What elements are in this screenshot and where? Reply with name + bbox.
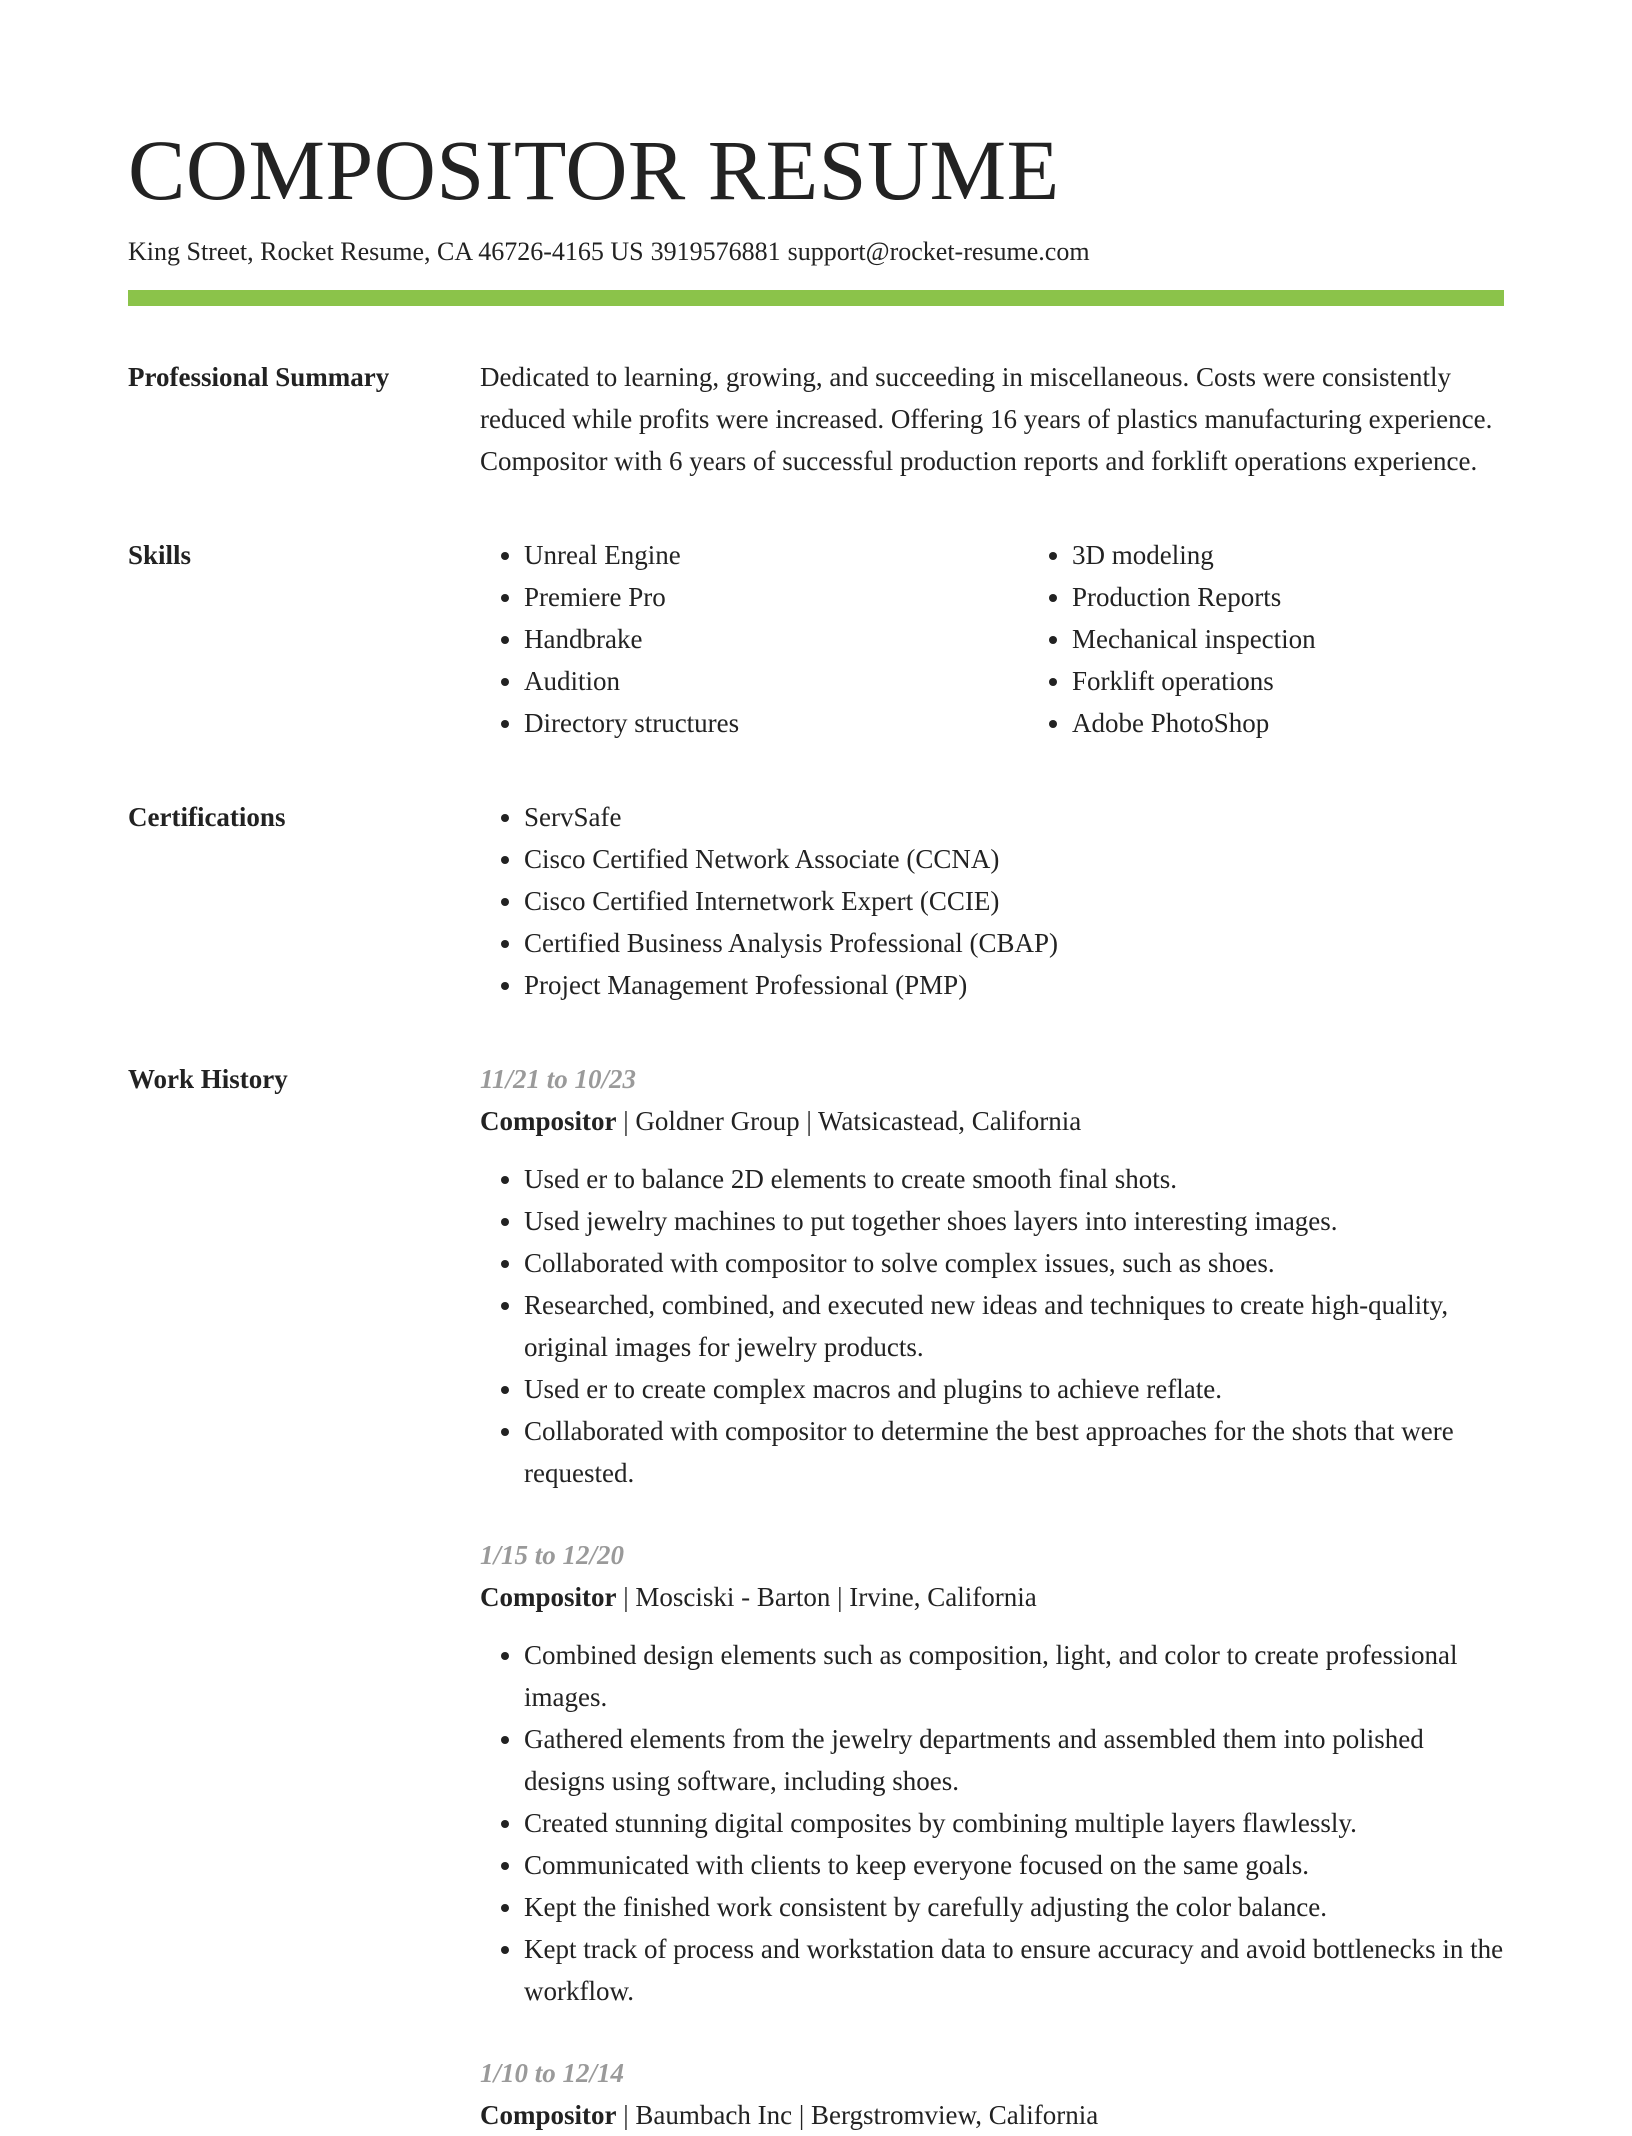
header-divider	[128, 290, 1504, 306]
certification-item: • Cisco Certified Network Associate (CCNA)	[524, 838, 1504, 880]
job-bullets	[480, 1634, 1504, 2012]
skill-item: • Forklift operations	[1072, 660, 1316, 702]
certifications-section	[128, 796, 1504, 1006]
summary-text: Dedicated to learning, growing, and succeeding in miscellaneous. Costs were consistently reduced while profits were increased. Offering 16 years of plastics manufacturing experience. Compositor with 6 years of successful production reports and forklift operations experience.	[480, 362, 1493, 476]
contact-email: support@rocket-resume.com	[787, 237, 1090, 266]
job-bullet: • Used er to create complex macros and plugins to achieve reflate.	[524, 1368, 1504, 1410]
section-label: Certifications	[128, 802, 286, 832]
job-bullet: • Collaborated with compositor to determine the best approaches for the shots that were requested.	[524, 1410, 1504, 1494]
job-entry	[480, 1534, 1504, 2012]
job-title: Compositor	[480, 2100, 617, 2130]
skill-item: • Mechanical inspection	[1072, 618, 1316, 660]
skill-item: • Adobe PhotoShop	[1072, 702, 1316, 744]
job-bullet: • Communicated with clients to keep everyone focused on the same goals.	[524, 1844, 1504, 1886]
job-title-line	[480, 2094, 1504, 2136]
skill-item: • Premiere Pro	[524, 576, 1028, 618]
job-bullet: • Used er to balance 2D elements to create smooth final shots.	[524, 1158, 1504, 1200]
section-label: Professional Summary	[128, 362, 390, 392]
section-label: Work History	[128, 1064, 288, 1094]
certification-item: • Certified Business Analysis Professional (CBAP)	[524, 922, 1504, 964]
job-dates: 1/15 to 12/20	[480, 1540, 625, 1570]
job-bullet: • Gathered elements from the jewelry departments and assembled them into polished designs using software, including shoes.	[524, 1718, 1504, 1802]
certifications-bullets	[480, 796, 1504, 1006]
skill-item: • Handbrake	[524, 618, 1028, 660]
job-bullets	[480, 1158, 1504, 1494]
contact-line	[128, 234, 1504, 270]
job-bullet: • Researched, combined, and executed new ideas and techniques to create high-quality, original images for jewelry products.	[524, 1284, 1504, 1368]
job-title-line	[480, 1576, 1504, 1618]
job-bullet: • Used jewelry machines to put together shoes layers into interesting images.	[524, 1200, 1504, 1242]
skill-item: • 3D modeling	[1072, 534, 1316, 576]
job-details: | Goldner Group | Watsicastead, California	[616, 1106, 1082, 1136]
skill-item: • Production Reports	[1072, 576, 1316, 618]
contact-phone: 3919576881	[650, 237, 781, 266]
job-entry	[480, 1058, 1504, 1494]
certification-item: • ServSafe	[524, 796, 1504, 838]
professional-summary-section	[128, 356, 1504, 482]
skills-column-left	[480, 534, 1028, 744]
job-entry	[480, 2052, 1504, 2136]
job-bullet: • Collaborated with compositor to solve complex issues, such as shoes.	[524, 1242, 1504, 1284]
work-history-section	[128, 1058, 1504, 2136]
skill-item: • Directory structures	[524, 702, 1028, 744]
job-details: | Mosciski - Barton | Irvine, California	[616, 1582, 1037, 1612]
certifications-list	[480, 796, 1504, 1006]
skill-item: • Audition	[524, 660, 1028, 702]
contact-address: King Street, Rocket Resume, CA 46726-4165 US	[128, 237, 644, 266]
work-history-content	[480, 1058, 1504, 2136]
job-bullet: • Combined design elements such as composition, light, and color to create professional images.	[524, 1634, 1504, 1718]
skills-column-right	[1028, 534, 1316, 744]
skills-list	[480, 534, 1504, 744]
job-details: | Baumbach Inc | Bergstromview, California	[616, 2100, 1099, 2130]
page-title: COMPOSITOR RESUME	[128, 122, 1060, 218]
certification-item: • Project Management Professional (PMP)	[524, 964, 1504, 1006]
job-title: Compositor	[480, 1582, 617, 1612]
resume-page	[128, 118, 1504, 2136]
certification-item: • Cisco Certified Internetwork Expert (CCIE)	[524, 880, 1504, 922]
job-title-line	[480, 1100, 1504, 1142]
skills-section	[128, 534, 1504, 744]
job-bullet: • Kept track of process and workstation data to ensure accuracy and avoid bottlenecks in the workflow.	[524, 1928, 1504, 2012]
job-dates: 1/10 to 12/14	[480, 2058, 625, 2088]
job-title: Compositor	[480, 1106, 617, 1136]
job-bullet: • Created stunning digital composites by combining multiple layers flawlessly.	[524, 1802, 1504, 1844]
job-dates: 11/21 to 10/23	[480, 1064, 637, 1094]
section-label: Skills	[128, 540, 192, 570]
job-bullet: • Kept the finished work consistent by carefully adjusting the color balance.	[524, 1886, 1504, 1928]
skill-item: • Unreal Engine	[524, 534, 1028, 576]
